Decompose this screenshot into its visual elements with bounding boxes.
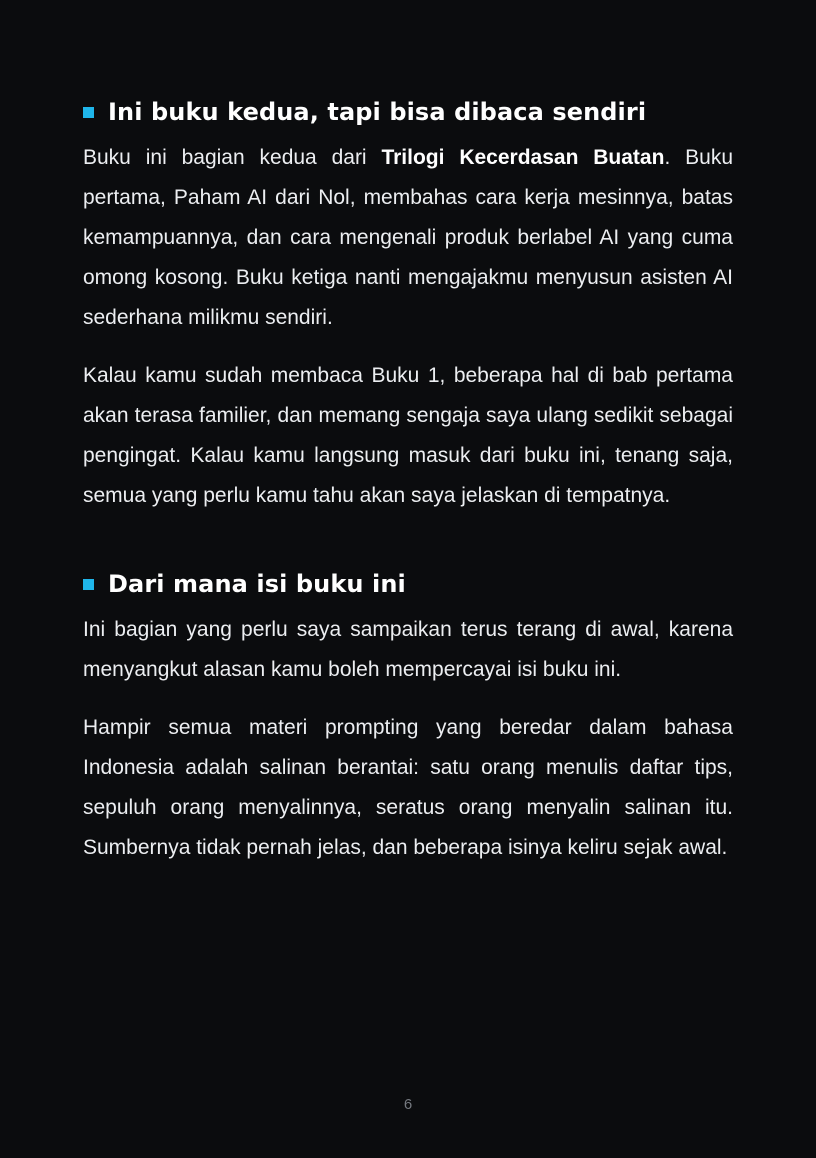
paragraph-chain-copies: Hampir semua materi prompting yang beredar dalam bahasa Indonesia adalah salinan berantai: satu orang menulis daftar tips, sepuluh orang menyalinnya, seratus orang menyalin salinan itu. Sumbernya tidak pernah jelas, dan beberapa isinya keliru sejak awal. <box>83 716 733 859</box>
paragraph-book1-readers: Kalau kamu sudah membaca Buku 1, beberapa hal di bab pertama akan terasa familier, dan memang sengaja saya ulang sedikit sebagai pengingat. Kalau kamu langsung masuk dari buku ini, tenang saja, semua yang perlu kamu tahu akan saya jelaskan di tempatnya. <box>83 364 733 507</box>
square-bullet-icon <box>83 107 94 118</box>
section-heading-sources <box>83 562 733 606</box>
page-content <box>83 90 733 868</box>
section-heading-text: Dari mana isi buku ini <box>108 570 406 598</box>
paragraph-honesty: Ini bagian yang perlu saya sampaikan terus terang di awal, karena menyangkut alasan kamu boleh mempercayai isi buku ini. <box>83 618 733 681</box>
square-bullet-icon <box>83 579 94 590</box>
trilogy-title: Trilogi Kecerdasan Buatan <box>381 146 665 169</box>
paragraph-trilogy-intro <box>83 138 733 338</box>
paragraph-text: . Buku pertama, Paham AI dari Nol, membahas cara kerja mesinnya, batas kemampuannya, dan cara mengenali produk berlabel AI yang cuma omong kosong. Buku ketiga nanti mengajakmu menyusun asisten AI sederhana milikmu sendiri. <box>83 146 733 329</box>
page-number: 6 <box>403 1096 413 1113</box>
section-heading-standalone <box>83 90 733 134</box>
section-heading-text: Ini buku kedua, tapi bisa dibaca sendiri <box>108 98 647 126</box>
paragraph-text: Buku ini bagian kedua dari <box>83 146 382 169</box>
